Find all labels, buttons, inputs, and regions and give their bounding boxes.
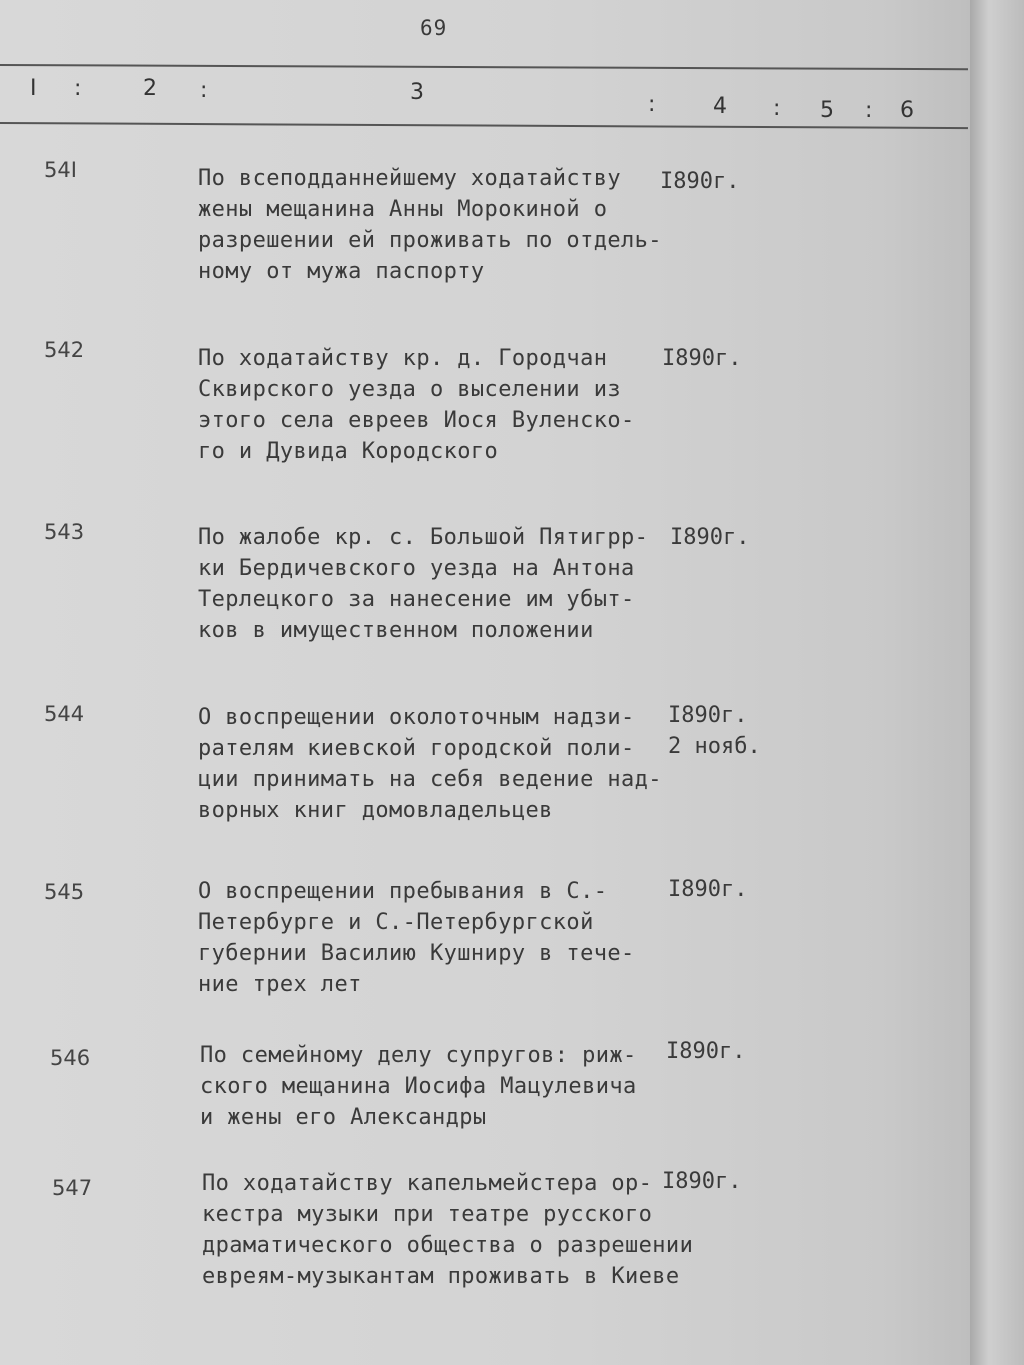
entry-date [662, 343, 741, 374]
column-header-3: 3 [410, 80, 424, 105]
entry-date [668, 700, 761, 762]
entry-line: драматического общества о разрешении [202, 1233, 694, 1258]
entry-date [668, 874, 747, 905]
entry-line: По семейному делу супругов: риж- [200, 1043, 637, 1068]
column-header-2: 2 [143, 76, 157, 101]
entry-line: евреям-музыкантам проживать в Киеве [202, 1264, 680, 1289]
entry-description [198, 876, 668, 1000]
column-header-6: 6 [900, 98, 914, 123]
entry-number: 544 [44, 702, 85, 726]
entry-date-line: I890г. [670, 525, 750, 550]
entry-description [198, 522, 668, 646]
entry-date-line: 2 нояб. [668, 734, 761, 759]
entry-date-line: I890г. [668, 877, 748, 902]
entry-line: По ходатайству кр. д. Городчан [198, 346, 608, 371]
entry-line: разрешении ей проживать по отдель- [198, 228, 662, 253]
entry-date-line: I890г. [668, 703, 748, 728]
entry-line: Сквирского уезда о выселении из [198, 377, 621, 402]
column-separator: : [865, 98, 873, 123]
entry-line: О воспрещении пребывания в С.- [198, 879, 608, 904]
entry-line: ков в имущественном положении [198, 618, 594, 643]
entry-description [202, 1168, 694, 1292]
entry-line: кестра музыки при театре русского [202, 1202, 653, 1227]
column-header-4: 4 [713, 94, 727, 119]
column-separator: : [200, 78, 208, 103]
entry-date-line: I890г. [666, 1039, 746, 1064]
entry-line: ции принимать на себя ведение над- [198, 767, 662, 792]
entry-description [200, 1040, 670, 1133]
page-edge [970, 0, 1024, 1365]
entry-date [662, 1166, 741, 1197]
entry-number: 542 [44, 338, 85, 362]
entry-date-line: I890г. [662, 1169, 742, 1194]
entry-number: 54I [44, 158, 77, 182]
entry-line: ние трех лет [198, 972, 362, 997]
entry-date [660, 166, 739, 197]
entry-number: 547 [52, 1176, 93, 1200]
entry-line: и жены его Александры [200, 1105, 487, 1130]
entry-line: ворных книг домовладельцев [198, 798, 553, 823]
entry-line: ки Бердичевского уезда на Антона [198, 556, 635, 581]
entry-line: жены мещанина Анны Морокиной о [198, 197, 608, 222]
entry-line: По ходатайству капельмейстера ор- [202, 1171, 653, 1196]
entry-number: 545 [44, 880, 85, 904]
entry-line: По всеподданнейшему ходатайству [198, 166, 621, 191]
entry-date-line: I890г. [660, 169, 740, 194]
header-bottom-rule [0, 122, 968, 129]
entry-date [670, 522, 749, 553]
entry-date [666, 1036, 745, 1067]
entry-line: го и Дувида Кородского [198, 439, 499, 464]
column-separator: : [74, 76, 82, 101]
column-separator: : [648, 92, 656, 117]
page-number: 69 [420, 16, 448, 40]
entry-line: Петербурге и С.-Петербургской [198, 910, 594, 935]
entry-line: О воспрещении околоточным надзи- [198, 705, 635, 730]
entry-number: 546 [50, 1046, 91, 1070]
entry-description [198, 702, 668, 826]
entry-line: По жалобе кр. с. Большой Пятигрр- [198, 525, 649, 550]
entry-line: ному от мужа паспорту [198, 259, 485, 284]
entry-line: губернии Василию Кушниру в тече- [198, 941, 635, 966]
entry-description [198, 343, 668, 467]
entry-line: этого села евреев Иося Вуленско- [198, 408, 635, 433]
column-header-5: 5 [820, 98, 834, 123]
column-separator: : [773, 96, 781, 121]
header-top-rule [0, 64, 968, 70]
column-header-1: I [30, 76, 37, 101]
entry-line: ского мещанина Иосифа Мацулевича [200, 1074, 637, 1099]
entry-line: рателям киевской городской поли- [198, 736, 635, 761]
entry-number: 543 [44, 520, 85, 544]
entry-date-line: I890г. [662, 346, 742, 371]
entry-line: Терлецкого за нанесение им убыт- [198, 587, 635, 612]
entry-description [198, 163, 668, 287]
